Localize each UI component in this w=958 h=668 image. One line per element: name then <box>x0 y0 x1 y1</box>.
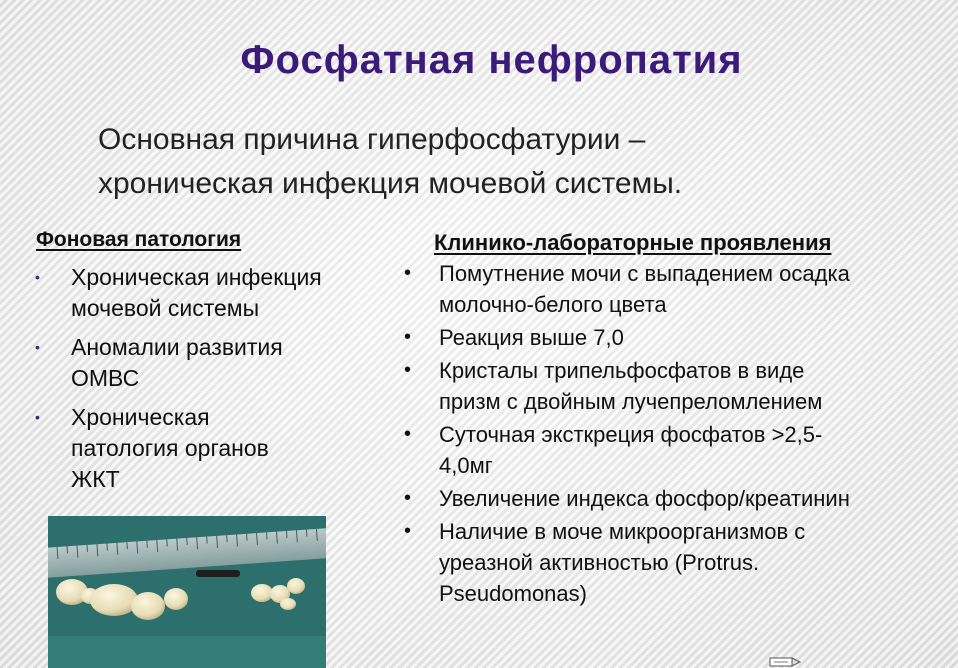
bullet-icon: • <box>404 520 412 542</box>
list-item <box>36 402 386 495</box>
background-pathology-heading: Фоновая патология <box>36 228 242 251</box>
background-pathology-list <box>36 262 386 495</box>
list-item-text: уреазной активностью (Protrus. <box>439 550 760 575</box>
photo-illustration <box>48 516 326 668</box>
list-item <box>36 262 386 324</box>
list-item <box>402 258 952 320</box>
urinary-stones-photo <box>48 516 326 668</box>
background-pathology-section <box>36 228 386 503</box>
list-item-text: призм с двойным лучепреломлением <box>439 389 823 414</box>
slide-title: Фосфатная нефропатия <box>240 38 743 82</box>
list-item-text: Аномалии развития <box>71 334 283 360</box>
photo-shadow <box>48 636 326 668</box>
bullet-icon: • <box>404 487 412 509</box>
list-item <box>36 332 386 394</box>
pencil-icon <box>768 656 804 668</box>
list-item-text: мочевой системы <box>71 295 260 321</box>
dark-capsule <box>196 570 240 577</box>
list-item-text: ЖКТ <box>71 466 120 492</box>
bullet-icon: • <box>35 339 40 355</box>
clinical-manifestations-section <box>402 230 952 611</box>
bullet-icon: • <box>35 269 40 285</box>
list-item-text: Реакция выше 7,0 <box>439 325 624 350</box>
bullet-icon: • <box>404 423 412 445</box>
bullet-icon: • <box>35 409 40 425</box>
list-item-text: Хроническая <box>71 404 210 430</box>
slide-subtitle <box>98 118 878 206</box>
list-item-text: Кристалы трипельфосфатов в виде <box>439 358 805 383</box>
list-item-text: Хроническая инфекция <box>71 264 322 290</box>
list-item <box>402 483 952 514</box>
list-item-text: молочно-белого цвета <box>439 292 667 317</box>
subtitle-line-2: хроническая инфекция мочевой системы. <box>98 167 683 200</box>
list-item-text: Pseudomonas) <box>439 581 587 606</box>
subtitle-line-1: Основная причина гиперфосфатурии – <box>98 123 646 156</box>
list-item <box>402 516 952 609</box>
clinical-manifestations-list <box>402 258 952 609</box>
list-item-text: ОМВС <box>71 365 140 391</box>
list-item-text: Наличие в моче микроорганизмов с <box>439 519 806 544</box>
clinical-manifestations-heading: Клинико-лабораторные проявления <box>434 230 832 255</box>
list-item-text: патология органов <box>71 435 269 461</box>
bullet-icon: • <box>404 326 412 348</box>
list-item-text: Помутнение мочи с выпадением осадка <box>439 261 850 286</box>
bullet-icon: • <box>404 262 412 284</box>
list-item <box>402 355 952 417</box>
list-item-text: Увеличение индекса фосфор/креатинин <box>439 486 850 511</box>
list-item <box>402 419 952 481</box>
list-item-text: Суточная эксткреция фосфатов >2,5- <box>439 422 823 447</box>
list-item-text: 4,0мг <box>439 453 493 478</box>
list-item <box>402 322 952 353</box>
bullet-icon: • <box>404 359 412 381</box>
